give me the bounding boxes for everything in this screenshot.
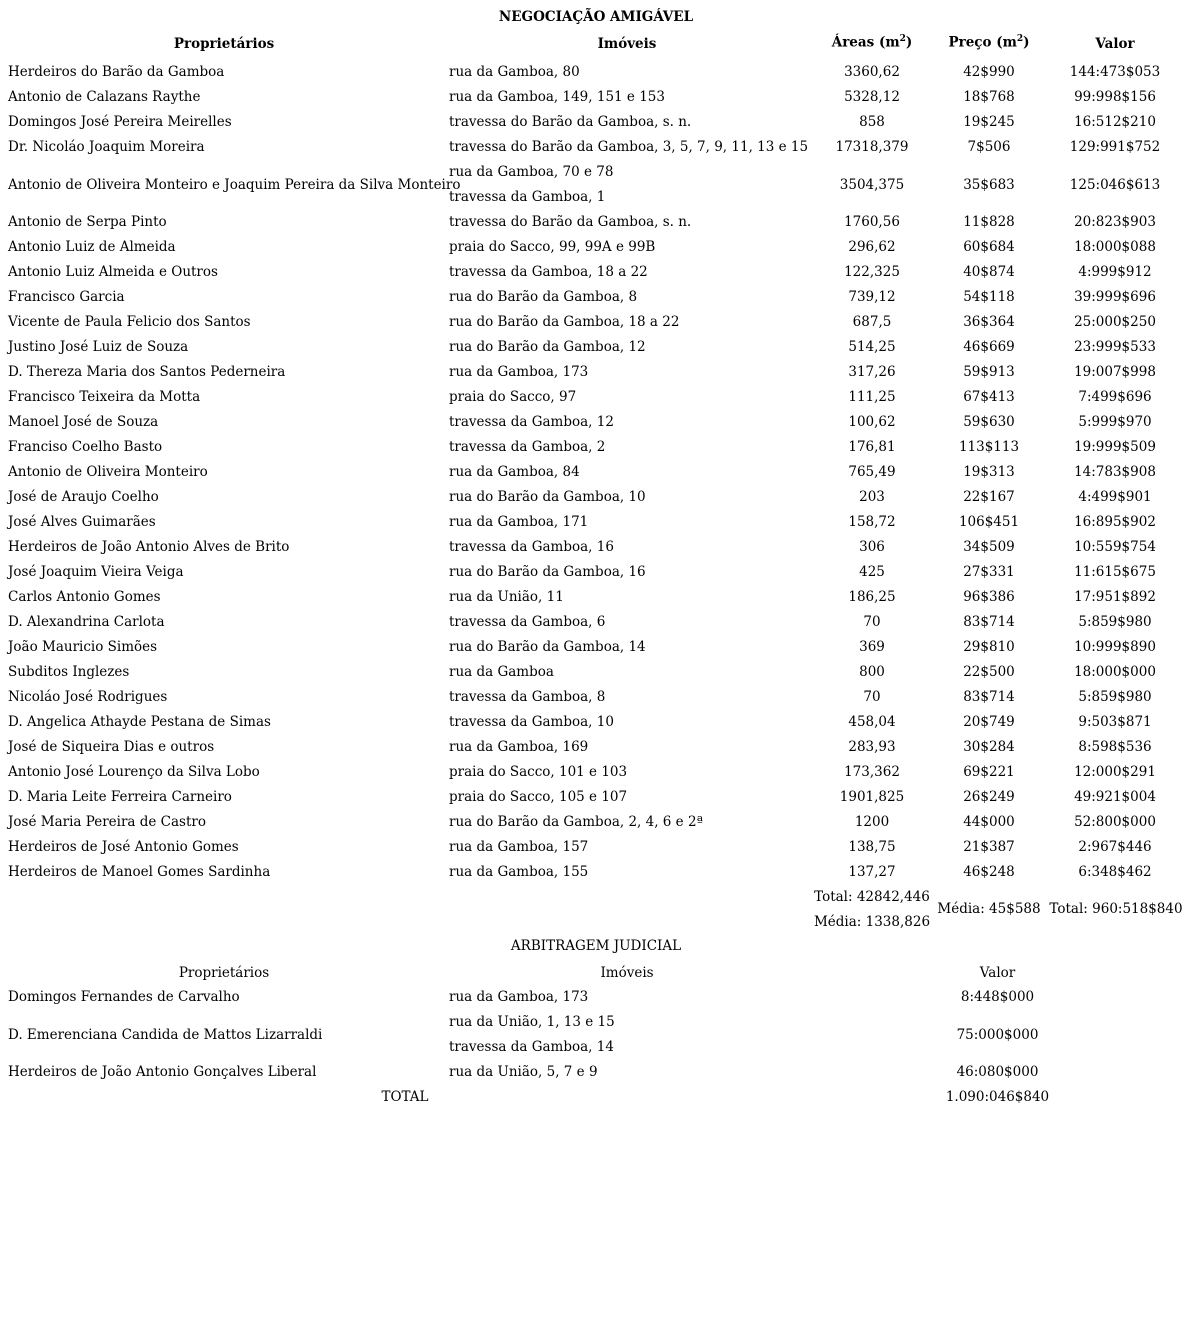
table-row xyxy=(0,860,1192,885)
table-row xyxy=(0,435,1192,460)
property-cell: praia do Sacco, 97 xyxy=(449,389,577,405)
table-row xyxy=(0,1060,1192,1085)
price-cell: 35$683 xyxy=(963,177,1015,193)
value-cell: 25:000$250 xyxy=(1074,314,1156,330)
value-cell: 10:999$890 xyxy=(1074,639,1156,655)
area-cell: 3360,62 xyxy=(844,64,900,80)
owner-cell: D. Alexandrina Carlota xyxy=(8,614,165,630)
area-cell: 186,25 xyxy=(848,589,896,605)
value-cell: 10:559$754 xyxy=(1074,539,1156,555)
property-cell: rua da Gamboa, 171 xyxy=(449,514,589,530)
section-title-arbitragem: ARBITRAGEM JUDICIAL xyxy=(510,938,682,954)
owner-cell: Dr. Nicoláo Joaquim Moreira xyxy=(8,139,205,155)
owner-cell: Antonio Luiz Almeida e Outros xyxy=(8,264,218,280)
table-row xyxy=(0,85,1192,110)
table-row xyxy=(0,135,1192,160)
area-cell: 306 xyxy=(859,539,885,555)
table-row xyxy=(0,260,1192,285)
value-cell: 6:348$462 xyxy=(1078,864,1152,880)
area-mean: Média: 1338,826 xyxy=(813,914,931,930)
owner-cell: Herdeiros de João Antonio Gonçalves Liberal xyxy=(8,1064,317,1080)
owner-cell: Franciso Coelho Basto xyxy=(8,439,163,455)
owner-cell: Francisco Garcia xyxy=(8,289,125,305)
price-cell: 7$506 xyxy=(967,139,1011,155)
price-cell: 46$669 xyxy=(963,339,1015,355)
table-row xyxy=(0,810,1192,835)
price-cell: 113$113 xyxy=(958,439,1020,455)
property-cell: rua do Barão da Gamboa, 10 xyxy=(449,489,646,505)
price-cell: 27$331 xyxy=(963,564,1015,580)
property-line: travessa da Gamboa, 1 xyxy=(449,189,606,205)
property-cell: travessa do Barão da Gamboa, s. n. xyxy=(449,214,692,230)
property-cell: travessa da Gamboa, 6 xyxy=(449,614,606,630)
header-value-2: Valor xyxy=(979,965,1016,981)
price-cell: 30$284 xyxy=(963,739,1015,755)
property-cell xyxy=(449,1010,615,1060)
property-cell: rua da Gamboa, 173 xyxy=(449,364,589,380)
owner-cell: Herdeiros do Barão da Gamboa xyxy=(8,64,225,80)
price-cell: 36$364 xyxy=(963,314,1015,330)
table-row xyxy=(0,410,1192,435)
table-row xyxy=(0,160,1192,210)
price-cell: 59$913 xyxy=(963,364,1015,380)
value-cell: 5:999$970 xyxy=(1078,414,1152,430)
property-cell: rua do Barão da Gamboa, 16 xyxy=(449,564,646,580)
property-cell: travessa da Gamboa, 2 xyxy=(449,439,606,455)
price-cell: 18$768 xyxy=(963,89,1015,105)
property-cell: travessa do Barão da Gamboa, s. n. xyxy=(449,114,692,130)
owner-cell: José Alves Guimarães xyxy=(8,514,156,530)
owner-cell: Antonio de Calazans Raythe xyxy=(8,89,201,105)
table-row xyxy=(0,485,1192,510)
area-cell: 122,325 xyxy=(844,264,900,280)
owner-cell: Subditos Inglezes xyxy=(8,664,130,680)
table-row xyxy=(0,285,1192,310)
value-cell: 18:000$088 xyxy=(1074,239,1156,255)
table-row xyxy=(0,710,1192,735)
area-cell: 173,362 xyxy=(844,764,900,780)
value-total: Total: 960:518$840 xyxy=(1049,901,1183,917)
property-cell: praia do Sacco, 101 e 103 xyxy=(449,764,628,780)
header-price xyxy=(936,34,1042,51)
price-cell: 54$118 xyxy=(963,289,1015,305)
property-cell: travessa do Barão da Gamboa, 3, 5, 7, 9, 11, 13 e 15 xyxy=(449,139,809,155)
value-cell: 8:598$536 xyxy=(1078,739,1152,755)
price-cell: 19$313 xyxy=(963,464,1015,480)
header-price-superscript: 2 xyxy=(1016,34,1024,44)
table-row xyxy=(0,335,1192,360)
price-cell: 34$509 xyxy=(963,539,1015,555)
owner-cell: José de Araujo Coelho xyxy=(8,489,159,505)
property-cell: rua da Gamboa, 173 xyxy=(449,989,589,1005)
property-cell: rua da Gamboa, 80 xyxy=(449,64,580,80)
value-cell: 52:800$000 xyxy=(1074,814,1156,830)
area-cell: 70 xyxy=(863,614,881,630)
header-owners: Proprietários xyxy=(173,36,275,52)
price-cell: 21$387 xyxy=(963,839,1015,855)
price-cell: 40$874 xyxy=(963,264,1015,280)
value-cell: 18:000$000 xyxy=(1074,664,1156,680)
area-cell: 425 xyxy=(859,564,885,580)
property-cell: rua do Barão da Gamboa, 2, 4, 6 e 2ª xyxy=(449,814,703,830)
area-cell: 317,26 xyxy=(848,364,896,380)
area-cell: 458,04 xyxy=(848,714,896,730)
value-cell: 46:080$000 xyxy=(956,1064,1039,1080)
header-properties-2: Imóveis xyxy=(600,965,654,981)
property-cell: praia do Sacco, 105 e 107 xyxy=(449,789,628,805)
area-cell: 858 xyxy=(859,114,885,130)
price-cell: 46$248 xyxy=(963,864,1015,880)
property-cell: rua da Gamboa, 149, 151 e 153 xyxy=(449,89,665,105)
price-cell: 19$245 xyxy=(963,114,1015,130)
owner-cell: D. Emerenciana Candida de Mattos Lizarraldi xyxy=(8,1027,323,1043)
header-owners-2: Proprietários xyxy=(178,965,270,981)
area-cell: 369 xyxy=(859,639,885,655)
owner-cell: D. Angelica Athayde Pestana de Simas xyxy=(8,714,271,730)
value-cell: 4:499$901 xyxy=(1078,489,1152,505)
table-row xyxy=(0,310,1192,335)
table-row xyxy=(0,510,1192,535)
price-cell: 60$684 xyxy=(963,239,1015,255)
table-row xyxy=(0,385,1192,410)
value-cell: 99:998$156 xyxy=(1074,89,1156,105)
table-row xyxy=(0,535,1192,560)
value-cell: 129:991$752 xyxy=(1069,139,1161,155)
value-cell: 12:000$291 xyxy=(1074,764,1156,780)
price-cell: 96$386 xyxy=(963,589,1015,605)
property-cell: travessa da Gamboa, 10 xyxy=(449,714,614,730)
owner-cell: Vicente de Paula Felicio dos Santos xyxy=(8,314,251,330)
value-cell: 14:783$908 xyxy=(1074,464,1156,480)
property-cell: travessa da Gamboa, 18 a 22 xyxy=(449,264,648,280)
area-cell: 137,27 xyxy=(848,864,896,880)
table-row xyxy=(0,735,1192,760)
property-line: rua da Gamboa, 70 e 78 xyxy=(449,164,614,180)
area-cell: 138,75 xyxy=(848,839,896,855)
price-cell: 83$714 xyxy=(963,689,1015,705)
owner-cell: Antonio de Serpa Pinto xyxy=(8,214,167,230)
value-cell: 4:999$912 xyxy=(1078,264,1152,280)
table-row xyxy=(0,585,1192,610)
value-cell: 19:007$998 xyxy=(1074,364,1156,380)
table-row xyxy=(0,110,1192,135)
table-row xyxy=(0,610,1192,635)
property-cell: rua da Gamboa, 169 xyxy=(449,739,589,755)
owner-cell: Herdeiros de João Antonio Alves de Brito xyxy=(8,539,290,555)
area-cell: 687,5 xyxy=(852,314,892,330)
property-cell: rua do Barão da Gamboa, 14 xyxy=(449,639,646,655)
area-cell: 1901,825 xyxy=(839,789,905,805)
header-areas-superscript: 2 xyxy=(899,34,906,44)
table-row xyxy=(0,685,1192,710)
area-cell: 296,62 xyxy=(848,239,896,255)
table-row xyxy=(0,60,1192,85)
table-row xyxy=(0,210,1192,235)
owner-cell: Herdeiros de Manoel Gomes Sardinha xyxy=(8,864,271,880)
property-cell: rua da Gamboa, 157 xyxy=(449,839,589,855)
owner-cell: Antonio de Oliveira Monteiro xyxy=(8,464,208,480)
price-cell: 22$500 xyxy=(963,664,1015,680)
value-cell: 20:823$903 xyxy=(1074,214,1156,230)
table-row xyxy=(0,635,1192,660)
header-price-label: Preço (m xyxy=(948,34,1017,51)
owner-cell: José Joaquim Vieira Veiga xyxy=(8,564,184,580)
owner-cell: Domingos Fernandes de Carvalho xyxy=(8,989,240,1005)
value-cell: 8:448$000 xyxy=(960,989,1035,1005)
area-cell: 111,25 xyxy=(848,389,896,405)
area-cell: 158,72 xyxy=(848,514,896,530)
owner-cell: Herdeiros de José Antonio Gomes xyxy=(8,839,239,855)
table-row xyxy=(0,985,1192,1010)
grand-total-row xyxy=(0,1085,1192,1110)
area-cell: 3504,375 xyxy=(839,177,905,193)
value-cell: 75:000$000 xyxy=(956,1027,1039,1043)
area-cell: 1200 xyxy=(854,814,890,830)
area-cell: 739,12 xyxy=(848,289,896,305)
table-row xyxy=(0,760,1192,785)
property-cell: rua da Gamboa, 84 xyxy=(449,464,580,480)
value-cell: 49:921$004 xyxy=(1074,789,1156,805)
owner-cell: Antonio Luiz de Almeida xyxy=(8,239,176,255)
property-cell xyxy=(449,160,613,210)
area-cell: 17318,379 xyxy=(835,139,909,155)
price-cell: 29$810 xyxy=(963,639,1015,655)
owner-cell: Manoel José de Souza xyxy=(8,414,159,430)
property-cell: rua do Barão da Gamboa, 8 xyxy=(449,289,638,305)
property-line: rua da União, 1, 13 e 15 xyxy=(449,1014,615,1030)
value-cell: 16:895$902 xyxy=(1074,514,1156,530)
owner-cell: José de Siqueira Dias e outros xyxy=(8,739,215,755)
price-mean: Média: 45$588 xyxy=(937,901,1041,917)
property-line: travessa da Gamboa, 14 xyxy=(449,1039,614,1055)
value-cell: 125:046$613 xyxy=(1069,177,1161,193)
price-cell: 20$749 xyxy=(963,714,1015,730)
area-cell: 1760,56 xyxy=(844,214,900,230)
price-cell: 67$413 xyxy=(963,389,1015,405)
property-cell: travessa da Gamboa, 12 xyxy=(449,414,614,430)
value-cell: 23:999$533 xyxy=(1074,339,1156,355)
area-cell: 283,93 xyxy=(848,739,896,755)
section-title-negociacao: NEGOCIAÇÃO AMIGÁVEL xyxy=(498,9,694,25)
price-cell: 22$167 xyxy=(963,489,1015,505)
area-cell: 800 xyxy=(859,664,885,680)
price-cell: 11$828 xyxy=(963,214,1015,230)
value-cell: 2:967$446 xyxy=(1078,839,1152,855)
table-row xyxy=(0,660,1192,685)
value-cell: 17:951$892 xyxy=(1074,589,1156,605)
area-cell: 100,62 xyxy=(848,414,896,430)
value-cell: 16:512$210 xyxy=(1074,114,1156,130)
value-cell: 5:859$980 xyxy=(1078,689,1152,705)
value-cell: 144:473$053 xyxy=(1069,64,1161,80)
area-cell: 5328,12 xyxy=(844,89,900,105)
table-row xyxy=(0,360,1192,385)
owner-cell: Francisco Teixeira da Motta xyxy=(8,389,201,405)
price-cell: 69$221 xyxy=(963,764,1015,780)
area-cell: 70 xyxy=(863,689,881,705)
table-row xyxy=(0,835,1192,860)
property-cell: rua do Barão da Gamboa, 18 a 22 xyxy=(449,314,680,330)
area-cell: 765,49 xyxy=(848,464,896,480)
table-row xyxy=(0,235,1192,260)
price-cell: 42$990 xyxy=(963,64,1015,80)
header-areas-label: Áreas (m xyxy=(831,34,900,51)
table-row xyxy=(0,1010,1192,1060)
value-cell: 11:615$675 xyxy=(1074,564,1156,580)
owner-cell: José Maria Pereira de Castro xyxy=(8,814,206,830)
area-total: Total: 42842,446 xyxy=(814,889,930,905)
price-cell: 106$451 xyxy=(958,514,1020,530)
owner-cell: João Mauricio Simões xyxy=(8,639,158,655)
grand-total-label: TOTAL xyxy=(381,1089,429,1105)
header-properties: Imóveis xyxy=(597,36,657,52)
owner-cell: D. Thereza Maria dos Santos Pederneira xyxy=(8,364,286,380)
area-cell: 176,81 xyxy=(848,439,896,455)
property-cell: rua da União, 5, 7 e 9 xyxy=(449,1064,598,1080)
value-cell: 39:999$696 xyxy=(1074,289,1156,305)
owner-cell: D. Maria Leite Ferreira Carneiro xyxy=(8,789,232,805)
area-cell: 514,25 xyxy=(848,339,896,355)
property-cell: travessa da Gamboa, 8 xyxy=(449,689,606,705)
owner-cell: Justino José Luiz de Souza xyxy=(8,339,189,355)
owner-cell: Domingos José Pereira Meirelles xyxy=(8,114,232,130)
property-cell: rua da Gamboa, 155 xyxy=(449,864,589,880)
owner-cell: Antonio José Lourenço da Silva Lobo xyxy=(8,764,260,780)
property-cell: rua da Gamboa xyxy=(449,664,554,680)
table-row xyxy=(0,785,1192,810)
table-row xyxy=(0,560,1192,585)
area-cell: 203 xyxy=(859,489,885,505)
value-cell: 19:999$509 xyxy=(1074,439,1156,455)
value-cell: 7:499$696 xyxy=(1078,389,1152,405)
property-cell: rua da União, 11 xyxy=(449,589,564,605)
header-value: Valor xyxy=(1095,36,1135,52)
value-cell: 5:859$980 xyxy=(1078,614,1152,630)
price-cell: 26$249 xyxy=(963,789,1015,805)
price-cell: 83$714 xyxy=(963,614,1015,630)
header-areas xyxy=(810,34,934,51)
owner-cell: Carlos Antonio Gomes xyxy=(8,589,161,605)
value-cell: 9:503$871 xyxy=(1078,714,1152,730)
header-areas-closing: ) xyxy=(905,34,913,51)
owner-cell: Antonio de Oliveira Monteiro e Joaquim Pereira da Silva Monteiro xyxy=(8,177,461,193)
owner-cell: Nicoláo José Rodrigues xyxy=(8,689,168,705)
property-cell: rua do Barão da Gamboa, 12 xyxy=(449,339,646,355)
table-row xyxy=(0,460,1192,485)
price-cell: 59$630 xyxy=(963,414,1015,430)
price-cell: 44$000 xyxy=(963,814,1015,830)
header-price-closing: ) xyxy=(1023,34,1030,51)
grand-total-value: 1.090:046$840 xyxy=(945,1089,1050,1105)
property-cell: praia do Sacco, 99, 99A e 99B xyxy=(449,239,656,255)
property-cell: travessa da Gamboa, 16 xyxy=(449,539,614,555)
